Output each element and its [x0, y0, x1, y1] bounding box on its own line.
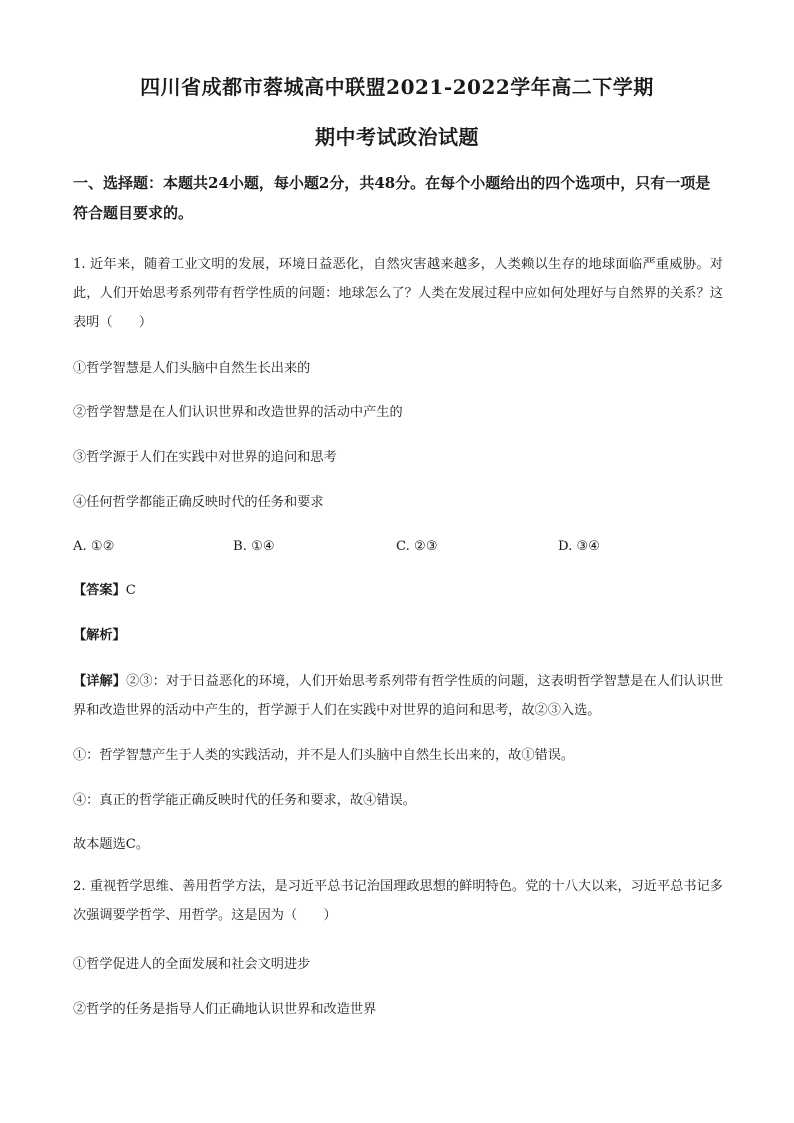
document-title-line-1: 四川省成都市蓉城高中联盟2021-2022学年高二下学期	[140, 75, 654, 99]
choice-b: B. ①④	[233, 539, 275, 554]
question-1-item-3: ③哲学源于人们在实践中对世界的追问和思考	[73, 450, 337, 465]
question-1-choices	[73, 537, 723, 557]
question-2-stem: 2. 重视哲学思维、善用哲学方法，是习近平总书记治国理政思想的鲜明特色。党的十八大以来，习近平总书记多次强调要学哲学、用哲学。这是因为（ ）	[73, 879, 723, 923]
document-title-line-2: 期中考试政治试题	[315, 125, 479, 149]
question-2-item-2: ②哲学的任务是指导人们正确地认识世界和改造世界	[73, 1002, 377, 1017]
question-1-item-1: ①哲学智慧是人们头脑中自然生长出来的	[73, 361, 311, 376]
detail-text: ②③：对于日益恶化的环境，人们开始思考系列带有哲学性质的问题，这表明哲学智慧是在人们认识世界和改造世界的活动中产生的，哲学源于人们在实践中对世界的追问和思考，故②③入选。	[73, 674, 724, 718]
question-1-stem: 1. 近年来，随着工业文明的发展，环境日益恶化，自然灾害越来越多，人类赖以生存的地球面临严重威胁。对此，人们开始思考系列带有哲学性质的问题：地球怎么了？人类在发展过程中应如何处理好与自然界的关系？这表明（ ）	[73, 257, 723, 330]
section-heading: 一、选择题：本题共24小题，每小题2分，共48分。在每个小题给出的四个选项中，只有一项是符合题目要求的。	[73, 174, 711, 222]
question-1-item-2: ②哲学智慧是在人们认识世界和改造世界的活动中产生的	[73, 405, 403, 420]
answer-label: 【答案】	[73, 583, 126, 598]
analysis-line	[73, 626, 723, 646]
choice-a: A. ①②	[73, 539, 115, 554]
analysis-label: 【解析】	[73, 628, 126, 643]
question-2-item-1: ①哲学促进人的全面发展和社会文明进步	[73, 957, 311, 972]
choice-c: C. ②③	[396, 539, 438, 554]
conclusion-line: 故本题选C。	[73, 837, 150, 852]
choice-d: D. ③④	[558, 539, 601, 554]
detail-label: 【详解】	[73, 674, 127, 689]
detail-paragraph	[73, 667, 723, 725]
explanation-item-4: ④：真正的哲学能正确反映时代的任务和要求，故④错误。	[73, 793, 416, 808]
explanation-item-1: ①：哲学智慧产生于人类的实践活动，并不是人们头脑中自然生长出来的，故①错误。	[73, 748, 575, 763]
answer-line	[73, 581, 723, 601]
answer-value: C	[125, 583, 136, 598]
question-1-item-4: ④任何哲学都能正确反映时代的任务和要求	[73, 495, 324, 510]
